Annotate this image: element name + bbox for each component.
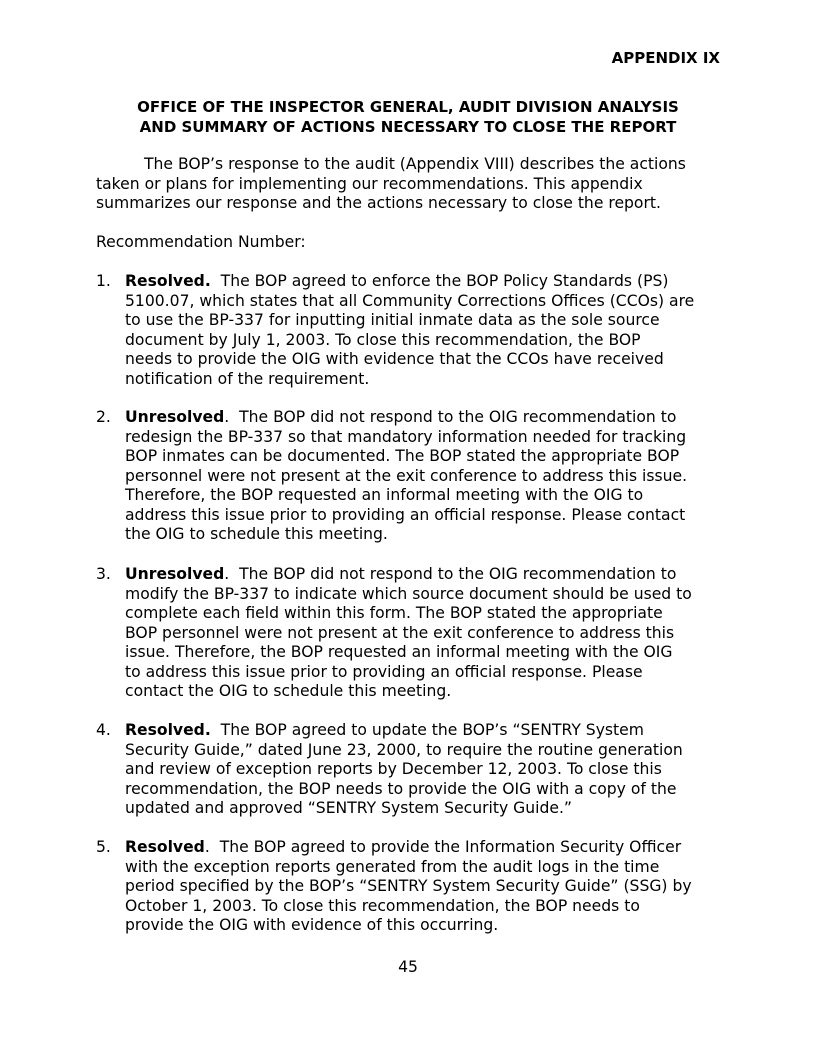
intro-line: taken or plans for implementing our recommendations. This appendix bbox=[96, 174, 643, 193]
recommendation-status: Resolved bbox=[125, 838, 205, 856]
recommendation-number: 4. bbox=[96, 721, 111, 739]
recommendation-line: BOP inmates can be documented. The BOP stated the appropriate BOP bbox=[125, 447, 680, 465]
recommendation-line: with the exception reports generated from the audit logs in the time bbox=[125, 857, 660, 876]
recommendation-text: . The BOP agreed to provide the Information Security Officer bbox=[204, 838, 682, 856]
recommendation-line: and review of exception reports by December 12, 2003. To close this bbox=[125, 760, 662, 778]
recommendation-line: complete each field within this form. The BOP stated the appropriate bbox=[125, 604, 663, 622]
recommendation-status: Unresolved bbox=[125, 565, 225, 583]
page-number: 45 bbox=[398, 958, 418, 976]
intro-line: summarizes our response and the actions necessary to close the report. bbox=[96, 194, 661, 212]
title-line-1: OFFICE OF THE INSPECTOR GENERAL, AUDIT DIVISION ANALYSIS bbox=[137, 98, 679, 116]
recommendation-body bbox=[125, 838, 725, 936]
recommendation-line: provide the OIG with evidence of this occurring. bbox=[125, 916, 499, 934]
recommendation-line: to address this issue prior to providing an official response. Please bbox=[125, 662, 643, 681]
recommendation-line: recommendation, the BOP needs to provide the OIG with a copy of the bbox=[125, 779, 677, 798]
recommendation-first-line bbox=[125, 565, 725, 585]
intro-paragraph bbox=[96, 155, 726, 214]
recommendation-body bbox=[125, 721, 725, 819]
recommendation-first-line bbox=[125, 272, 725, 292]
recommendation-heading: Recommendation Number: bbox=[96, 233, 306, 251]
recommendation-status: Resolved. bbox=[125, 721, 211, 739]
recommendation-line: address this issue prior to providing an official response. Please contact bbox=[125, 505, 686, 524]
recommendation-status: Resolved. bbox=[125, 272, 211, 290]
recommendation-number: 2. bbox=[96, 408, 111, 426]
recommendation-first-line bbox=[125, 838, 725, 858]
intro-line: The BOP’s response to the audit (Appendix VIII) describes the actions bbox=[144, 155, 686, 173]
recommendation-text: . The BOP did not respond to the OIG recommendation to bbox=[224, 408, 677, 426]
appendix-label: APPENDIX IX bbox=[611, 49, 720, 67]
recommendation-number: 3. bbox=[96, 565, 111, 583]
recommendation-line: BOP personnel were not present at the exit conference to address this bbox=[125, 623, 675, 642]
recommendation-line: October 1, 2003. To close this recommendation, the BOP needs to bbox=[125, 896, 640, 915]
recommendation-line: 5100.07, which states that all Community Corrections Offices (CCOs) are bbox=[125, 291, 695, 310]
recommendation-body bbox=[125, 272, 725, 389]
recommendation-text: The BOP agreed to update the BOP’s “SENTRY System bbox=[210, 721, 644, 739]
recommendation-first-line bbox=[125, 408, 725, 428]
recommendation-line: to use the BP-337 for inputting initial inmate data as the sole source bbox=[125, 311, 660, 329]
recommendation-text: . The BOP did not respond to the OIG recommendation to bbox=[224, 565, 677, 583]
document-page bbox=[96, 0, 720, 1056]
recommendation-first-line bbox=[125, 721, 725, 741]
recommendation-line: Therefore, the BOP requested an informal meeting with the OIG to bbox=[125, 486, 644, 504]
recommendation-status: Unresolved bbox=[125, 408, 225, 426]
recommendation-line: notification of the requirement. bbox=[125, 369, 370, 388]
recommendation-line: needs to provide the OIG with evidence that the CCOs have received bbox=[125, 350, 664, 368]
recommendation-line: contact the OIG to schedule this meeting. bbox=[125, 682, 452, 700]
recommendation-line: redesign the BP-337 so that mandatory information needed for tracking bbox=[125, 427, 687, 446]
recommendation-line: modify the BP-337 to indicate which source document should be used to bbox=[125, 584, 692, 603]
recommendation-line: period specified by the BOP’s “SENTRY System Security Guide” (SSG) by bbox=[125, 877, 692, 895]
recommendation-line: document by July 1, 2003. To close this recommendation, the BOP bbox=[125, 330, 641, 349]
recommendation-body bbox=[125, 565, 725, 702]
recommendation-number: 1. bbox=[96, 272, 111, 290]
recommendation-line: Security Guide,” dated June 23, 2000, to require the routine generation bbox=[125, 740, 683, 759]
page-title bbox=[96, 97, 720, 137]
recommendation-line: issue. Therefore, the BOP requested an informal meeting with the OIG bbox=[125, 643, 673, 661]
recommendation-line: updated and approved “SENTRY System Security Guide.” bbox=[125, 799, 572, 817]
recommendation-text: The BOP agreed to enforce the BOP Policy Standards (PS) bbox=[210, 272, 669, 290]
title-line-2: AND SUMMARY OF ACTIONS NECESSARY TO CLOSE THE REPORT bbox=[139, 118, 677, 136]
recommendation-body bbox=[125, 408, 725, 545]
recommendation-line: personnel were not present at the exit conference to address this issue. bbox=[125, 466, 688, 485]
recommendation-line: the OIG to schedule this meeting. bbox=[125, 525, 388, 543]
recommendation-number: 5. bbox=[96, 838, 111, 856]
